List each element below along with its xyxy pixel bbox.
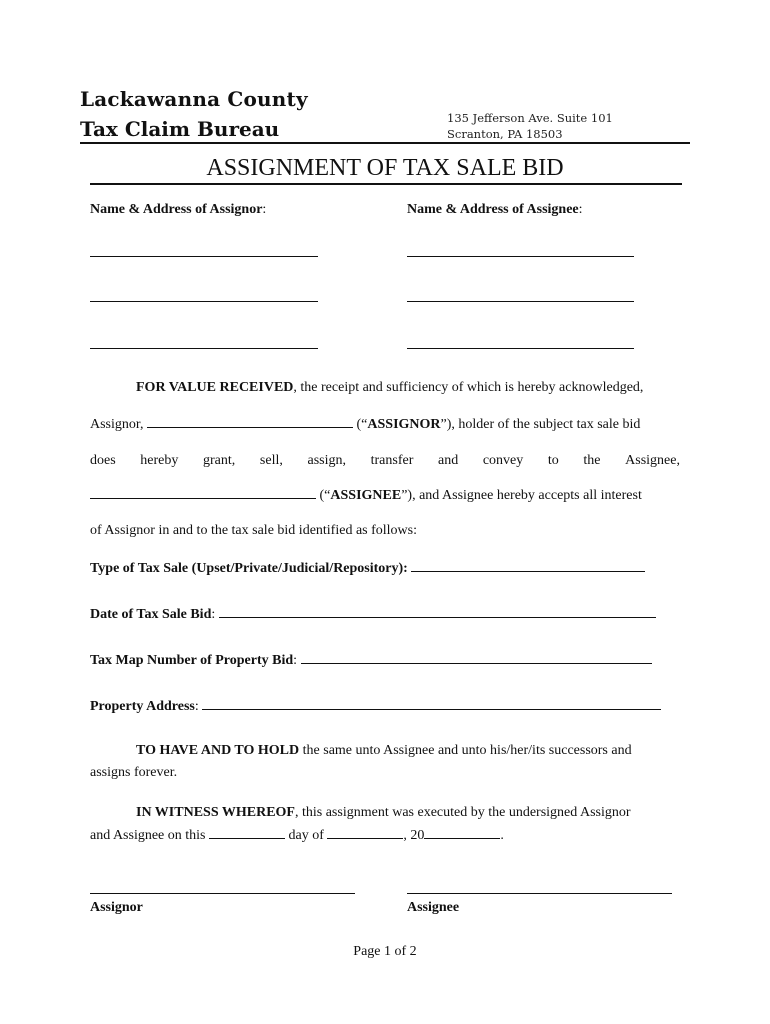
habendum-line-2: assigns forever.: [90, 765, 178, 780]
assignee-signature-label: Assignee: [407, 900, 460, 915]
assignor-address-line-1[interactable]: [90, 256, 318, 257]
title-rule: [90, 183, 682, 185]
assignee-name-blank[interactable]: [90, 484, 316, 499]
tax-sale-type-field[interactable]: [411, 557, 645, 572]
document-title: ASSIGNMENT OF TAX SALE BID: [206, 155, 564, 181]
for-value-line: FOR VALUE RECEIVED, the receipt and sufficiency of which is hereby acknowledged,: [136, 380, 644, 395]
assignee-address-line-1[interactable]: [407, 256, 634, 257]
tax-map-number-field[interactable]: [301, 649, 652, 664]
grant-line: does hereby grant, sell, assign, transfer and convey to the Assignee,: [90, 453, 680, 468]
habendum-line-1: TO HAVE AND TO HOLD the same unto Assignee and unto his/her/its successors and: [136, 743, 632, 758]
header-rule: [80, 142, 690, 144]
assignor-signature-line[interactable]: [90, 893, 355, 894]
address-line-1: 135 Jefferson Ave. Suite 101: [447, 111, 613, 125]
assignor-address-line-3[interactable]: [90, 348, 318, 349]
execution-day-field[interactable]: [209, 824, 285, 839]
assignee-address-line-3[interactable]: [407, 348, 634, 349]
property-address-field[interactable]: [202, 695, 661, 710]
execution-year-field[interactable]: [424, 824, 500, 839]
county-name: Lackawanna County: [80, 87, 308, 111]
assignor-name-blank[interactable]: [147, 413, 353, 428]
of-assignor-line: of Assignor in and to the tax sale bid identified as follows:: [90, 523, 418, 538]
assignee-signature-line[interactable]: [407, 893, 672, 894]
assignor-address-label: Name & Address of Assignor:: [90, 202, 267, 217]
bureau-name: Tax Claim Bureau: [80, 117, 280, 141]
bid-date-field[interactable]: [219, 603, 656, 618]
assignee-address-label: Name & Address of Assignee:: [407, 202, 583, 217]
tax-sale-type-row: Type of Tax Sale (Upset/Private/Judicial/Repository):: [90, 557, 680, 580]
tax-map-row: Tax Map Number of Property Bid:: [90, 649, 680, 672]
bid-date-row: Date of Tax Sale Bid:: [90, 603, 680, 626]
property-address-row: Property Address:: [90, 695, 680, 718]
page-number: Page 1 of 2: [353, 944, 417, 959]
assignor-signature-label: Assignor: [90, 900, 143, 915]
assignee-address-line-2[interactable]: [407, 301, 634, 302]
assignee-line: (“ASSIGNEE”), and Assignee hereby accepts all interest: [90, 484, 680, 507]
assignor-line: Assignor, (“ASSIGNOR”), holder of the subject tax sale bid: [90, 413, 680, 436]
execution-month-field[interactable]: [327, 824, 403, 839]
address-line-2: Scranton, PA 18503: [447, 127, 563, 141]
witness-line-1: IN WITNESS WHEREOF, this assignment was executed by the undersigned Assignor: [136, 805, 631, 820]
witness-line-2: and Assignee on this day of , 20 .: [90, 824, 680, 847]
assignor-address-line-2[interactable]: [90, 301, 318, 302]
